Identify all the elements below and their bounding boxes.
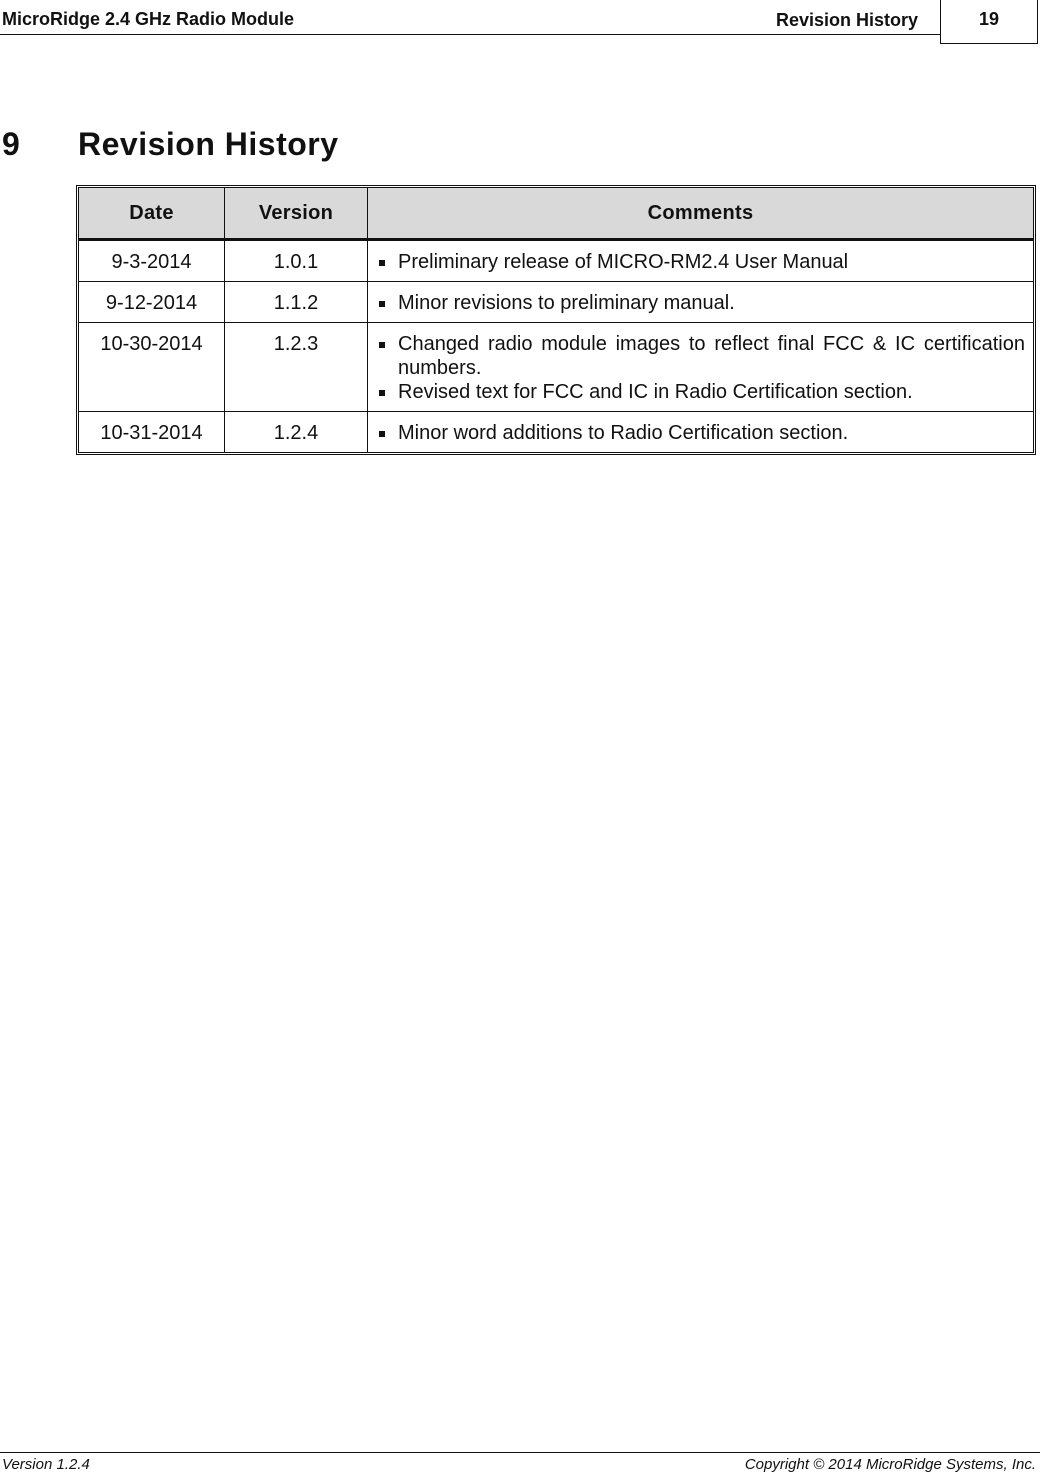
comment-item: Changed radio module images to reflect final FCC & IC certification numbers. xyxy=(376,332,1025,380)
footer-copyright: Copyright © 2014 MicroRidge Systems, Inc. xyxy=(744,1456,1036,1473)
page-header xyxy=(0,0,1040,46)
cell-comments xyxy=(368,323,1034,412)
table-row xyxy=(79,412,1033,453)
cell-comments xyxy=(368,412,1034,453)
table-row xyxy=(79,323,1033,412)
comment-list xyxy=(376,421,1025,445)
comment-list xyxy=(376,291,1025,315)
table-row xyxy=(79,282,1033,323)
cell-date: 9-12-2014 xyxy=(79,282,225,323)
column-header-comments: Comments xyxy=(368,188,1034,240)
cell-version: 1.2.3 xyxy=(225,323,368,412)
comment-item: Revised text for FCC and IC in Radio Certification section. xyxy=(376,380,1025,404)
section-heading xyxy=(2,126,339,163)
header-rule xyxy=(0,34,940,35)
cell-comments xyxy=(368,240,1034,282)
section-title: Revision History xyxy=(78,126,339,162)
cell-date: 10-30-2014 xyxy=(79,323,225,412)
cell-date: 10-31-2014 xyxy=(79,412,225,453)
cell-version: 1.1.2 xyxy=(225,282,368,323)
comment-item: Minor revisions to preliminary manual. xyxy=(376,291,1025,315)
column-header-version: Version xyxy=(225,188,368,240)
footer-version: Version 1.2.4 xyxy=(2,1456,90,1473)
document-title: MicroRidge 2.4 GHz Radio Module xyxy=(2,9,295,29)
cell-date: 9-3-2014 xyxy=(79,240,225,282)
comment-list xyxy=(376,250,1025,274)
revision-table xyxy=(79,188,1033,452)
column-header-date: Date xyxy=(79,188,225,240)
comment-item: Minor word additions to Radio Certification section. xyxy=(376,421,1025,445)
section-number: 9 xyxy=(2,126,21,162)
table-row xyxy=(79,240,1033,282)
footer-rule xyxy=(0,1452,1040,1453)
table-header-row xyxy=(79,188,1033,240)
cell-version: 1.0.1 xyxy=(225,240,368,282)
comment-list xyxy=(376,332,1025,404)
revision-table-frame xyxy=(76,185,1036,455)
cell-comments xyxy=(368,282,1034,323)
comment-item: Preliminary release of MICRO-RM2.4 User Manual xyxy=(376,250,1025,274)
page-number: 19 xyxy=(940,0,1038,44)
header-section-title: Revision History xyxy=(775,10,918,30)
cell-version: 1.2.4 xyxy=(225,412,368,453)
